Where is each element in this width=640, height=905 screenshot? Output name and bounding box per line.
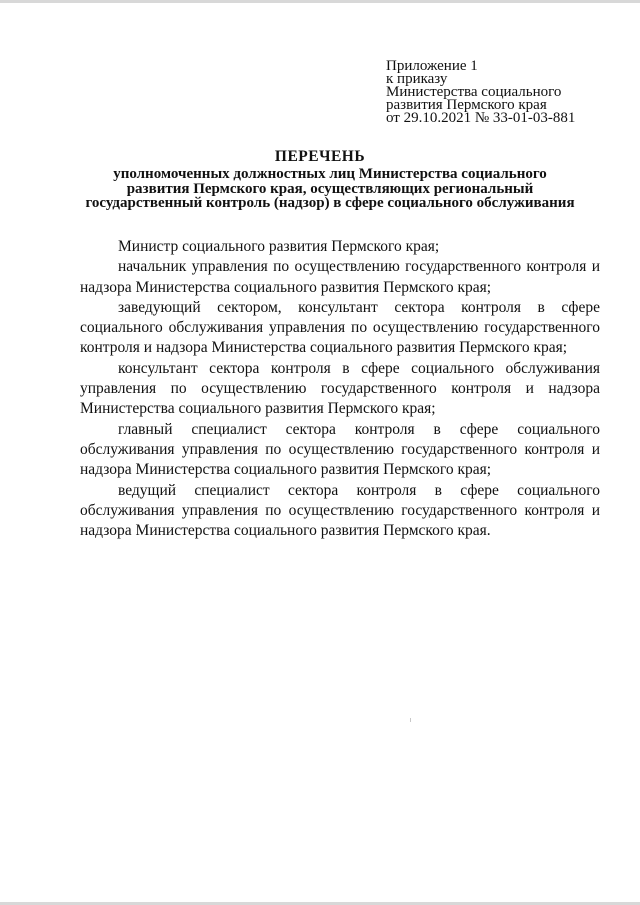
appendix-line: развития Пермского края xyxy=(386,97,547,113)
scan-speck xyxy=(410,718,411,722)
appendix-line: Министерства социального xyxy=(386,84,562,100)
appendix-line: от 29.10.2021 № 33-01-03-881 xyxy=(386,110,576,126)
list-item: Министр социального развития Пермского края; xyxy=(118,238,440,255)
official-list xyxy=(80,237,600,541)
subtitle-line: государственный контроль (надзор) в сфере социального обслуживания xyxy=(85,195,575,211)
document-subtitle xyxy=(60,167,600,211)
list-item: заведующий сектором, консультант сектора контроля в сфере социального обслуживания управления по осуществлению государственного контроля и надзора Министерства социального развития Пермского края; xyxy=(80,298,600,357)
list-item: консультант сектора контроля в сфере социального обслуживания управления по осуществлению государственного контроля и надзора Министерства социального развития Пермского края; xyxy=(80,359,600,418)
appendix-header xyxy=(386,60,616,125)
appendix-line: Приложение 1 xyxy=(386,58,478,74)
list-item: ведущий специалист сектора контроля в сфере социального обслуживания управления по осуществлению государственного контроля и надзора Министерства социального развития Пермского края. xyxy=(80,481,600,540)
page-edge-top xyxy=(0,0,640,3)
list-item: главный специалист сектора контроля в сфере социального обслуживания управления по осуществлению государственного контроля и надзора Министерства социального развития Пермского края; xyxy=(80,420,600,479)
subtitle-line: развития Пермского края, осуществляющих региональный xyxy=(126,180,534,197)
subtitle-line: уполномоченных должностных лиц Министерства социального xyxy=(113,166,547,182)
appendix-line: к приказу xyxy=(386,71,448,87)
document-title: ПЕРЕЧЕНЬ xyxy=(274,148,366,165)
list-item: начальник управления по осуществлению государственного контроля и надзора Министерства социального развития Пермского края; xyxy=(80,258,600,296)
